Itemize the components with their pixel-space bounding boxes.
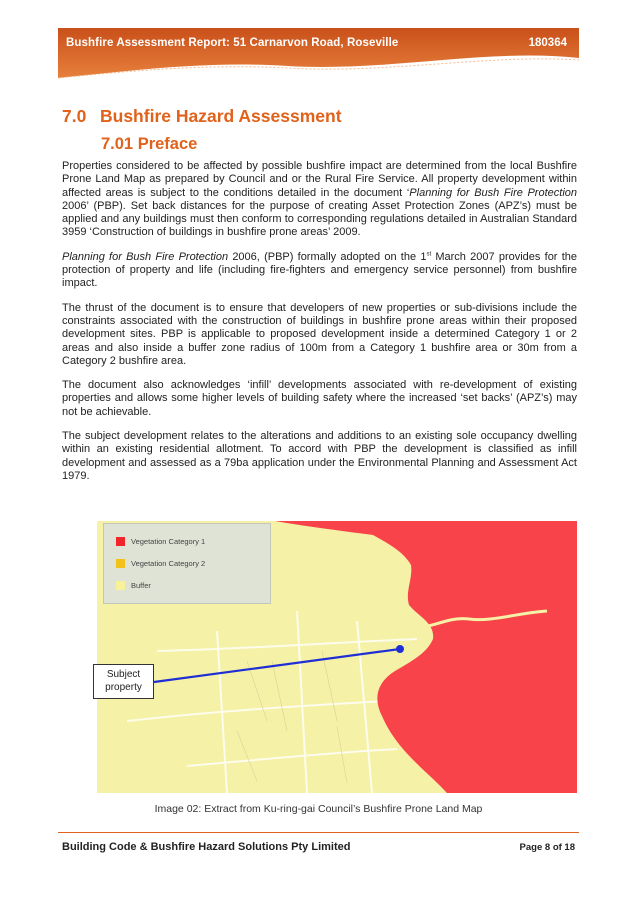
legend-item-buffer: Buffer: [116, 579, 151, 591]
footer-company: Building Code & Bushfire Hazard Solutions Pty Limited: [62, 841, 351, 853]
body-text: [62, 160, 577, 494]
subsection-heading: 7.01 Preface: [101, 135, 198, 153]
legend-swatch: [116, 559, 125, 568]
header-title: Bushfire Assessment Report: 51 Carnarvon Road, Roseville: [66, 37, 399, 49]
paragraph-1: Properties considered to be affected by possible bushfire impact are determined from the local Bushfire Prone Land Map as prepared by Council and or the Rural Fire Service. All property development within affected areas is subject to the conditions detailed in the document ‘Planning for Bush Fire Protection 2006’ (PBP). Set back distances for the purpose of creating Asset Protection Zones (APZ’s) must be applied and any buildings must then conform to corresponding regulations detailed in Australian Standard 3959 ‘Construction of buildings in bushfire prone areas’ 2009.: [62, 160, 577, 239]
paragraph-4: The document also acknowledges ‘infill’ developments associated with re-development of existing properties and allows some higher levels of building safety where the increased ‘set backs’ (APZ’s) may not be achievable.: [62, 379, 577, 418]
subject-property-label: Subject property: [93, 664, 154, 699]
paragraph-5: The subject development relates to the alterations and additions to an existing sole occupancy dwelling within an existing residential allotment. To accord with PBP the development is classified as infill development and assessed as a 79ba application under the Environmental Planning and Assessment Act 1979.: [62, 430, 577, 482]
footer-divider: [58, 832, 579, 833]
bushfire-prone-land-map: [97, 521, 577, 793]
section-title: Bushfire Hazard Assessment: [100, 106, 342, 126]
footer-page-number: Page 8 of 18: [519, 842, 575, 853]
page-header: [58, 28, 579, 82]
legend-item-category-2: Vegetation Category 2: [116, 557, 205, 569]
section-number: 7.0: [62, 106, 87, 126]
header-reference-number: 180364: [528, 37, 567, 49]
legend-swatch: [116, 581, 125, 590]
subject-location-marker: [396, 645, 404, 653]
paragraph-3: The thrust of the document is to ensure that developers of new properties or sub-divisions include the constraints associated with the construction of buildings in bushfire prone areas within their proposed development sites. PBP is applicable to proposed development inside a determined Category 1 or 2 areas and also inside a buffer zone radius of 100m from a Category 1 bushfire area or 30m from a Category 2 bushfire area.: [62, 301, 577, 367]
map-legend: [103, 523, 271, 604]
section-heading: [62, 106, 342, 127]
figure-caption: Image 02: Extract from Ku-ring-gai Council’s Bushfire Prone Land Map: [154, 803, 483, 815]
paragraph-2: Planning for Bush Fire Protection 2006, (PBP) formally adopted on the 1st March 2007 provides for the protection of property and life (including fire-fighters and emergency service personnel) from bushfire impact.: [62, 250, 577, 290]
legend-swatch: [116, 537, 125, 546]
legend-item-category-1: Vegetation Category 1: [116, 535, 205, 547]
